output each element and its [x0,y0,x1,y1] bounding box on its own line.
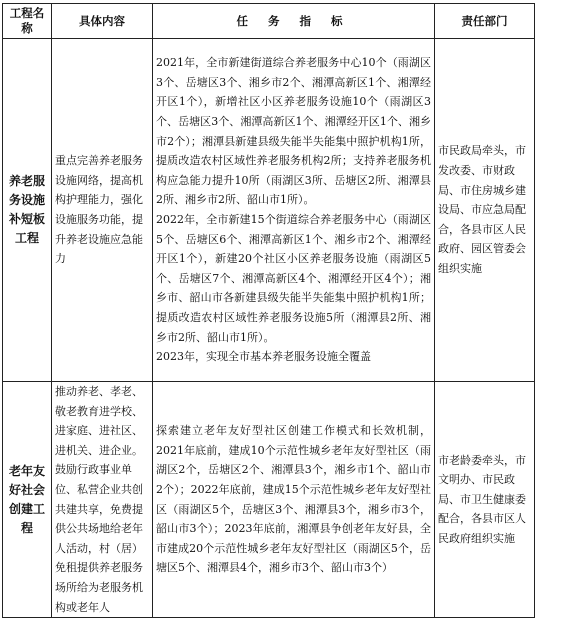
project-content: 重点完善养老服务设施网络，提高机构护理能力，强化设施服务功能，提升养老设施应急能力 [52,39,153,382]
header-project-name: 工程名称 [3,4,52,39]
responsible-dept: 市老龄委牵头，市文明办、市民政局、市卫生健康委配合，各县市区人民政府组织实施 [435,382,535,618]
task-table [2,3,535,618]
project-name: 老年友好社会创建工程 [3,382,52,618]
task-paragraph: 探索建立老年友好型社区创建工作模式和长效机制，2021年底前，建成10个示范性城乡老年友好型社区（雨湖区2个，岳塘区2个、湘潭县3个，湘乡市1个、韶山市2个）；2022年底前，建成15个示范性城乡老年友好型社区（雨湖区5个，岳塘区3个、湘潭县3个，湘乡市3个，韶山市3个）；2023年底前，湘潭县争创老年友好县，全市建成20个示范性城乡老年友好型社区（雨湖区5个，岳塘区5个、湘潭县4个，湘乡市3个、韶山市3个） [156,424,431,575]
task-indicators [153,39,435,382]
header-content: 具体内容 [52,4,153,39]
task-indicators [153,382,435,618]
project-name: 养老服务设施补短板工程 [3,39,52,382]
table-row [3,382,535,618]
responsible-dept: 市民政局牵头，市发改委、市财政局、市住房城乡建设局、市应急局配合，各县市区人民政府、园区管委会组织实施 [435,39,535,382]
header-responsible-dept: 责任部门 [435,4,535,39]
task-paragraph: 2021年，全市新建街道综合养老服务中心10个（雨湖区3个、岳塘区3个、湘乡市2个、湘潭高新区1个、湘潭经开区1个），新增社区小区养老服务设施10个（雨湖区3个、岳塘区3个、湘潭高新区1个、湘潭经开区1个、湘乡市2个）；湘潭县新建县级失能半失能集中照护机构1所，提质改造农村区域性养老服务机构2所；支持养老服务机构应急能力提升10所（雨湖区3所、岳塘区2所、湘潭县2所、湘乡市2所、韶山市1所）。 [156,56,431,207]
task-paragraph: 2022年，全市新建15个街道综合养老服务中心（雨湖区5个、岳塘区6个、湘潭高新区1个、湘乡市2个、湘潭经开区1个），新建20个社区小区养老服务设施（雨湖区5个、岳塘区7个、湘潭高新区4个、湘潭经开区4个）；湘乡市、韶山市各新建县级失能半失能集中照护机构1所；提质改造农村区域性养老服务设施5所（湘潭县2所、湘乡市2所、韶山市1所）。 [156,213,431,344]
project-content: 推动养老、孝老、敬老教育进学校、进家庭、进社区、进机关、进企业。鼓励行政事业单位、私营企业共创共建共享，免费提供公共场地给老年人活动，村（居）免租提供养老服务场所给为老服务机构或老年人 [52,382,153,618]
table-row [3,39,535,382]
header-task-indicator: 任 务 指 标 [153,4,435,39]
task-paragraph: 2023年，实现全市基本养老服务设施全覆盖 [156,350,371,364]
header-row [3,4,535,39]
